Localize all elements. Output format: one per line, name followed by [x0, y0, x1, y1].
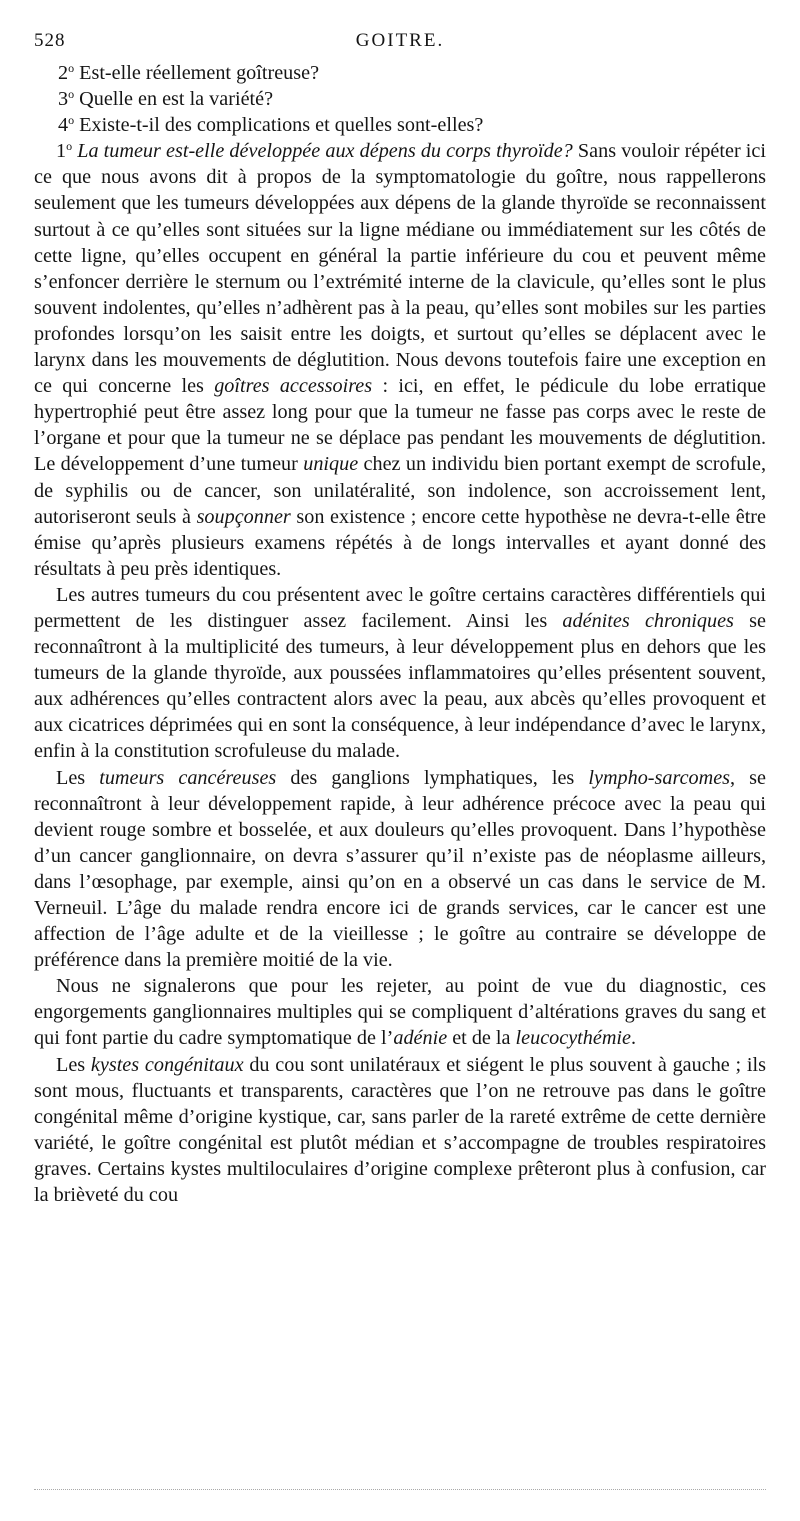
paragraph-text: et de la [447, 1027, 516, 1050]
question-text: Existe-t-il des complications et quelles sont-elles? [74, 114, 484, 137]
emphasis: unique [303, 453, 359, 476]
footer-dotted-rule [34, 1489, 766, 1490]
ordinal-mark: o [68, 61, 75, 75]
paragraph-text: Les [56, 1053, 91, 1076]
ordinal-mark: o [68, 113, 75, 128]
paragraph-text: se reconnaîtront à la multiplicité des tumeurs, à leur développement plus en dehors que les tumeurs de la glande thyroïde, aux poussées inflammatoires qu’elles présentent souvent, aux adhérences qu’elles contractent alors avec la peau, aux abcès qu’elles provoquent et aux cicatrices déprimées qui en sont la conséquence, à leur indépendance d’avec le larynx, enfin à la constitution scrofuleuse du malade. [34, 609, 766, 763]
ordinal-mark: o [66, 139, 73, 154]
question-number: 1 [56, 140, 67, 163]
question-number: 4 [58, 114, 69, 137]
paragraph-text: : ici, en effet, le pédicule du lobe erratique hypertrophié peut être assez long pour que la tumeur ne fasse pas corps avec le reste de l’organe et pour que la tumeur ne se déplace pas pendant les mouvements de déglutition. Le développement d’une tumeur [34, 375, 766, 476]
paragraph-text: , se reconnaîtront à leur développement rapide, à leur adhérence précoce avec la peau qui devient rouge sombre et bosselée, et aux douleurs qu’elles provoquent. Dans l’hypothèse d’un cancer ganglionnaire, on devra s’assurer qu’il n’existe pas de néoplasme ailleurs, dans l’œsophage, par exemple, ainsi qu’on en a observé un cas dans le service de M. Verneuil. L’âge du malade rendra encore ici de grands services, car le cancer est une affection de l’âge adulte et de la vieillesse ; le goître au contraire se développe de préférence dans la première moitié de la vie. [34, 766, 766, 972]
emphasis: goîtres accessoires [214, 375, 373, 398]
emphasis: tumeurs cancéreuses [99, 766, 277, 789]
question-text: Est-elle réellement goîtreuse? [74, 62, 320, 84]
body-text [34, 60, 766, 1208]
paragraph-cancerous-tumors [34, 765, 766, 974]
emphasis: adénites chroniques [562, 609, 734, 632]
question-heading: La tumeur est-elle développée aux dépens du corps thyroïde? [72, 140, 573, 163]
paragraph-ganglionic-engorgement [34, 973, 766, 1051]
paragraph-text: du cou sont unilatéraux et siégent le plus souvent à gauche ; ils sont mous, fluctuants et transparents, caractères que l’on ne retrouve pas dans le goître congénital même d’origine kystique, car, sans parler de la rareté extrême de cette dernière variété, le goître congénital est plutôt médian et s’accompagne de troubles respiratoires graves. Certains kystes multiloculaires d’origine complexe prêteront plus à confusion, car la brièveté du cou [34, 1053, 766, 1207]
emphasis: lympho-sarcomes [588, 766, 731, 789]
question-number: 3 [58, 88, 69, 111]
emphasis: kystes congénitaux [90, 1053, 244, 1076]
paragraph-text: son existence ; encore cette hypothèse ne devra-t-elle être émise qu’après plusieurs examens répétés à de longs intervalles et ayant donné des résultats à peu près identiques. [34, 505, 766, 580]
page-number: 528 [34, 30, 66, 51]
emphasis: adénie [393, 1027, 448, 1050]
running-header [34, 30, 766, 60]
question-text: Quelle en est la variété? [74, 88, 274, 111]
paragraph-text: Les autres tumeurs du cou présentent avec le goître certains caractères différentiels qui permettent de les distinguer assez facilement. Ainsi les [34, 583, 766, 632]
paragraph-thyroid-origin [34, 138, 766, 582]
paragraph-chronic-adenitis [34, 582, 766, 765]
paragraph-text: Sans vouloir répéter ici ce que nous avons dit à propos de la symptomatologie du goître, nous rappellerons seulement que les tumeurs développées aux dépens de la glande thyroïde se reconnaissent surtout à ce qu’elles sont situées sur la ligne médiane ou immédiatement sur les côtés de cette ligne, qu’elles occupent en général la partie inférieure du cou et peuvent même s’enfoncer derrière le sternum ou l’extrémité interne de la clavicule, qu’elles sont le plus souvent indolentes, qu’elles n’adhèrent pas à la peau, qu’elles sont mobiles sur les parties profondes lorsqu’on les saisit entre les doigts, et surtout qu’elles se déplacent avec le larynx dans les mouvements de déglutition. Nous devons toutefois faire une exception en ce qui concerne les [34, 140, 766, 398]
paragraph-text: des ganglions lymphatiques, les [276, 766, 589, 789]
emphasis: soupçonner [196, 505, 291, 528]
question-number: 2 [58, 62, 69, 84]
paragraph-text: Nous ne signalerons que pour les rejeter, au point de vue du diagnostic, ces engorgements ganglionnaires multiples qui se compliquent d’altérations graves du sang et qui font partie du cadre symptomatique de l’ [34, 975, 766, 1050]
emphasis: leucocythémie [515, 1027, 631, 1050]
paragraph-text: chez un individu bien portant exempt de scrofule, de syphilis ou de cancer, son unilatéralité, son indolence, son accroissement lent, autoriseront seuls à [34, 453, 767, 528]
question-3 [58, 86, 766, 112]
document-page [34, 30, 766, 1490]
question-4 [58, 112, 766, 138]
paragraph-text: Les [56, 766, 100, 789]
running-title: GOITRE. [355, 30, 445, 51]
ordinal-mark: o [68, 87, 75, 102]
paragraph-congenital-cysts [34, 1052, 766, 1209]
paragraph-text: . [631, 1027, 637, 1050]
question-2 [58, 60, 766, 86]
